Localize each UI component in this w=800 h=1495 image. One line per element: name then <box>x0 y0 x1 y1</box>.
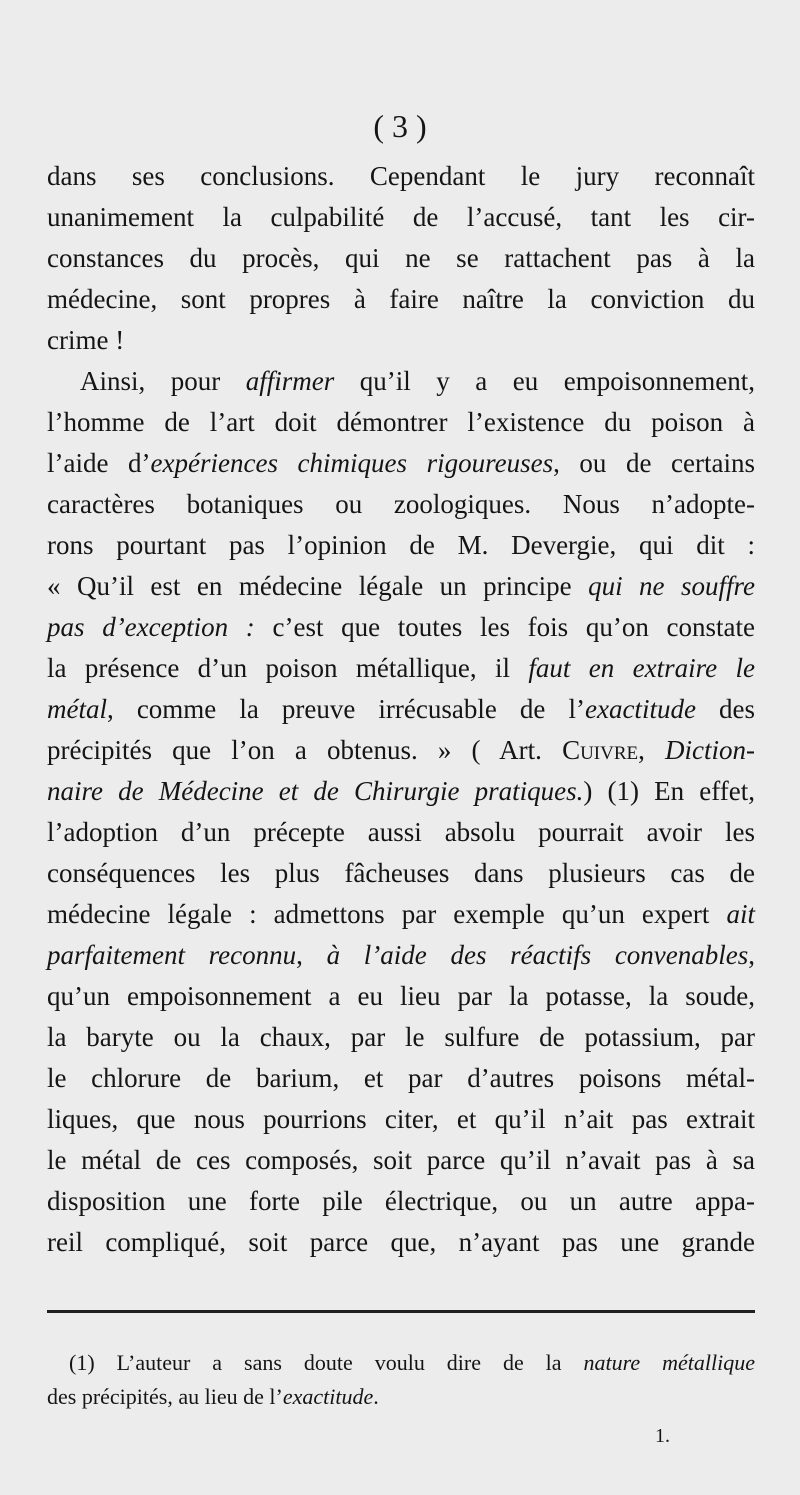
text-run: des <box>695 694 755 724</box>
text-run: l’aide d’ <box>47 448 151 478</box>
footnote-line <box>47 1346 755 1380</box>
text-line <box>47 853 755 894</box>
text-run: médecine légale : admettons par exemple qu’un expert <box>47 899 727 929</box>
text-line <box>47 894 755 935</box>
text-line <box>47 1140 755 1181</box>
text-run: des précipités, au lieu de l’ <box>47 1384 283 1409</box>
text-run: médecine, sont propres à faire naître la conviction du <box>47 284 755 314</box>
italic-run: pas d’exception : <box>47 612 255 642</box>
page-number: ( 3 ) <box>373 108 427 144</box>
footnote-divider <box>47 1310 755 1313</box>
text-run: reil compliqué, soit parce que, n’ayant pas une grande <box>47 1227 755 1257</box>
text-run: . <box>373 1384 379 1409</box>
text-line <box>47 238 755 279</box>
text-run: ) (1) En effet, <box>583 776 755 806</box>
text-run: la présence d’un poison métallique, il <box>47 653 529 683</box>
italic-run: à l’aide des réactifs convenables <box>326 940 749 970</box>
text-run: liques, que nous pourrions citer, et qu’il n’ait pas extrait <box>47 1104 755 1134</box>
text-run: , <box>638 735 666 765</box>
text-run: , <box>296 940 327 970</box>
italic-run: faut en extraire le <box>528 653 755 683</box>
body-text <box>47 156 755 1263</box>
text-line <box>47 320 755 361</box>
text-line <box>47 402 755 443</box>
text-line <box>47 771 755 812</box>
text-run: (1) L’auteur a sans doute voulu dire de la <box>69 1350 584 1375</box>
text-run: l’adoption d’un précepte aussi absolu pourrait avoir les <box>47 817 755 847</box>
text-run: Ainsi, pour <box>80 366 246 396</box>
text-run: , comme la preuve irrécusable de l’ <box>107 694 585 724</box>
text-run: rons pourtant pas l’opinion de M. Devergie, qui dit : <box>47 530 755 560</box>
text-run: précipités que l’on a obtenus. » ( Art. <box>47 735 563 765</box>
text-line <box>47 1099 755 1140</box>
italic-run: parfaitement reconnu <box>47 940 297 970</box>
text-run: crime ! <box>47 325 125 355</box>
italic-run: ait <box>726 899 755 929</box>
text-run: conséquences les plus fâcheuses dans plusieurs cas de <box>47 858 755 888</box>
text-run: le métal de ces composés, soit parce qu’il n’avait pas à sa <box>47 1145 755 1175</box>
text-line <box>47 1222 755 1263</box>
text-line <box>47 812 755 853</box>
italic-run: Diction- <box>665 735 756 765</box>
text-line <box>47 443 755 484</box>
text-run: , <box>748 940 756 970</box>
text-line <box>47 156 755 197</box>
text-run: unanimement la culpabilité de l’accusé, tant les cir- <box>47 202 755 232</box>
italic-run: expériences chimiques rigoureuses <box>150 448 554 478</box>
text-line <box>47 197 755 238</box>
text-run: qu’il y a eu empoisonnement, <box>334 366 755 396</box>
text-line <box>47 525 755 566</box>
italic-run: métal <box>47 694 107 724</box>
italic-run: exactitude <box>584 694 696 724</box>
text-line <box>47 1017 755 1058</box>
italic-run: nature métallique <box>583 1350 755 1375</box>
text-line <box>47 730 755 771</box>
italic-run: affirmer <box>245 366 335 396</box>
text-line <box>47 361 755 402</box>
text-line <box>47 484 755 525</box>
text-run: le chlorure de barium, et par d’autres poisons métal- <box>47 1063 755 1093</box>
signature-mark: 1. <box>655 1425 670 1447</box>
text-run: constances du procès, qui ne se rattachent pas à la <box>47 243 755 273</box>
text-line <box>47 648 755 689</box>
text-line <box>47 279 755 320</box>
text-run: dans ses conclusions. Cependant le jury reconnaît <box>47 161 755 191</box>
text-line <box>47 1181 755 1222</box>
text-run: « Qu’il est en médecine légale un principe <box>47 571 589 601</box>
text-run: la baryte ou la chaux, par le sulfure de potassium, par <box>47 1022 755 1052</box>
text-run: l’homme de l’art doit démontrer l’existence du poison à <box>47 407 755 437</box>
footnote-line <box>47 1380 755 1414</box>
footnote <box>47 1346 755 1414</box>
text-line <box>47 1058 755 1099</box>
italic-run: naire de Médecine et de Chirurgie pratiques. <box>47 776 584 806</box>
text-run: c’est que toutes les fois qu’on constate <box>254 612 755 642</box>
text-run: qu’un empoisonnement a eu lieu par la potasse, la soude, <box>47 981 755 1011</box>
text-line <box>47 607 755 648</box>
text-line <box>47 566 755 607</box>
text-line <box>47 976 755 1017</box>
text-line <box>47 935 755 976</box>
italic-run: exactitude <box>282 1384 374 1409</box>
text-run: caractères botaniques ou zoologiques. Nous n’adopte- <box>47 489 755 519</box>
small-caps-run: Cuivre <box>562 735 639 765</box>
text-run: , ou de certains <box>553 448 755 478</box>
italic-run: qui ne souffre <box>588 571 755 601</box>
text-line <box>47 689 755 730</box>
text-run: disposition une forte pile électrique, ou un autre appa- <box>47 1186 755 1216</box>
